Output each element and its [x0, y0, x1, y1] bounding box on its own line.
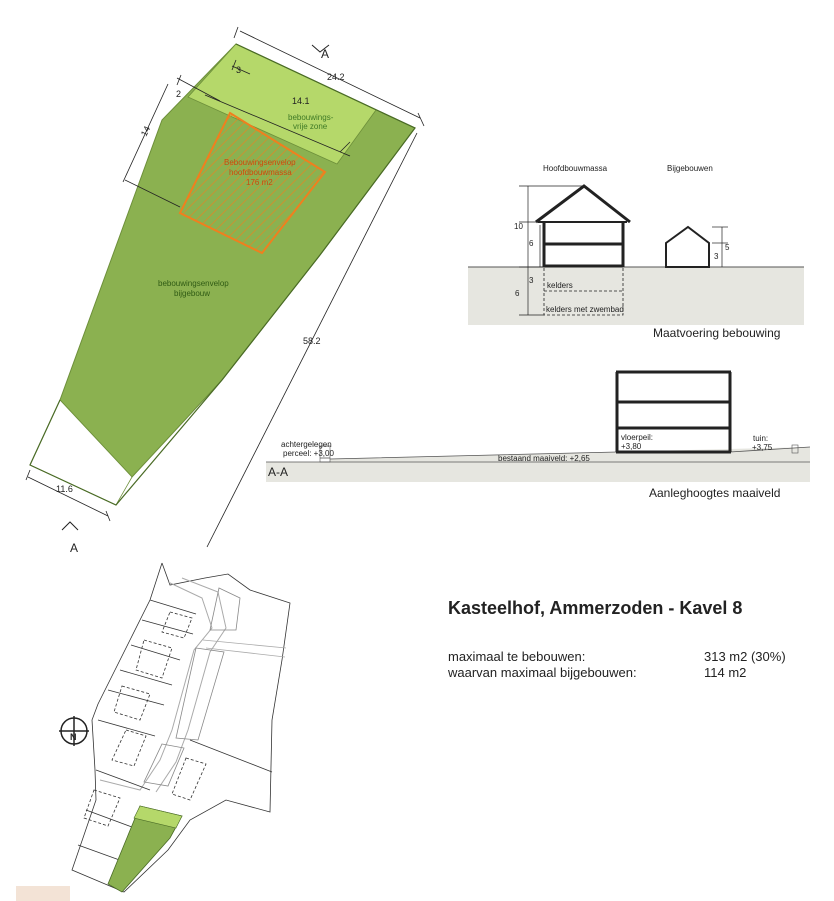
- section-marker-bottom: A: [70, 541, 79, 555]
- info-row-value: 313 m2 (30%): [704, 649, 786, 664]
- lot-title: Kasteelhof, Ammerzoden - Kavel 8: [448, 598, 743, 618]
- info-row-label: waarvan maximaal bijgebouwen:: [448, 665, 637, 680]
- annex-elevation: [666, 227, 709, 267]
- main-envelope-label-2: hoofdbouwmassa: [229, 168, 292, 177]
- info-row: [448, 649, 818, 665]
- site-overview-map: [72, 563, 290, 892]
- sizing-head-annex: Bijgebouwen: [667, 164, 713, 173]
- dim-6-upper: 6: [529, 239, 534, 248]
- section-ground: [266, 462, 810, 482]
- north-label: N: [70, 732, 77, 742]
- basement-pool-label: kelders met zwembad: [546, 305, 624, 314]
- info-row-value: 114 m2: [704, 665, 747, 680]
- dim-top-width: 24.2: [327, 72, 345, 82]
- dim-zone-width: 14.1: [292, 96, 310, 106]
- corner-thumbnail: [16, 886, 70, 901]
- section-caption: Aanleghoogtes maaiveld: [649, 486, 781, 500]
- garden-label-1: tuin:: [753, 434, 769, 443]
- dim-annex-3: 3: [714, 252, 719, 261]
- rear-label-1: achtergelegen: [281, 440, 332, 449]
- sizing-caption: Maatvoering bebouwing: [653, 326, 781, 340]
- dim-annex-5: 5: [725, 243, 730, 252]
- main-envelope-label-1: Bebouwingsenvelop: [224, 158, 296, 167]
- main-envelope-label-3: 176 m2: [246, 178, 273, 187]
- existing-label: bestaand maaiveld: +2,65: [498, 454, 590, 463]
- dim-depth-14: 14: [138, 124, 153, 138]
- sizing-head-main: Hoofdbouwmassa: [543, 164, 608, 173]
- lot-info-panel: [448, 598, 818, 681]
- section-marker-top: A: [321, 47, 330, 61]
- floor-label-2: +3,80: [621, 442, 642, 451]
- info-row: [448, 665, 818, 681]
- annex-envelope-label-2: bijgebouw: [174, 289, 211, 298]
- dim-offset-2: 2: [176, 89, 182, 99]
- dim-offset-3: 3: [236, 65, 242, 75]
- dim-6-lower: 6: [515, 289, 520, 298]
- dim-length: 58.2: [303, 336, 321, 346]
- basement-label: kelders: [547, 281, 573, 290]
- section-label: A-A: [268, 465, 289, 479]
- annex-envelope-label-1: bebouwingsenvelop: [158, 279, 229, 288]
- building-sizing-diagram: [468, 164, 804, 325]
- garden-label-2: +3,75: [752, 443, 773, 452]
- dim-3: 3: [529, 276, 534, 285]
- section-aa-diagram: [266, 372, 810, 482]
- info-row-label: maximaal te bebouwen:: [448, 649, 586, 664]
- free-zone-label-2: vrije zone: [293, 122, 328, 131]
- rear-label-2: perceel: +3,00: [283, 449, 334, 458]
- dim-bottom-width: 11.6: [56, 484, 73, 494]
- floor-label-1: vloerpeil:: [621, 433, 654, 442]
- dim-10: 10: [514, 222, 523, 231]
- free-zone-label-1: bebouwings-: [288, 113, 334, 122]
